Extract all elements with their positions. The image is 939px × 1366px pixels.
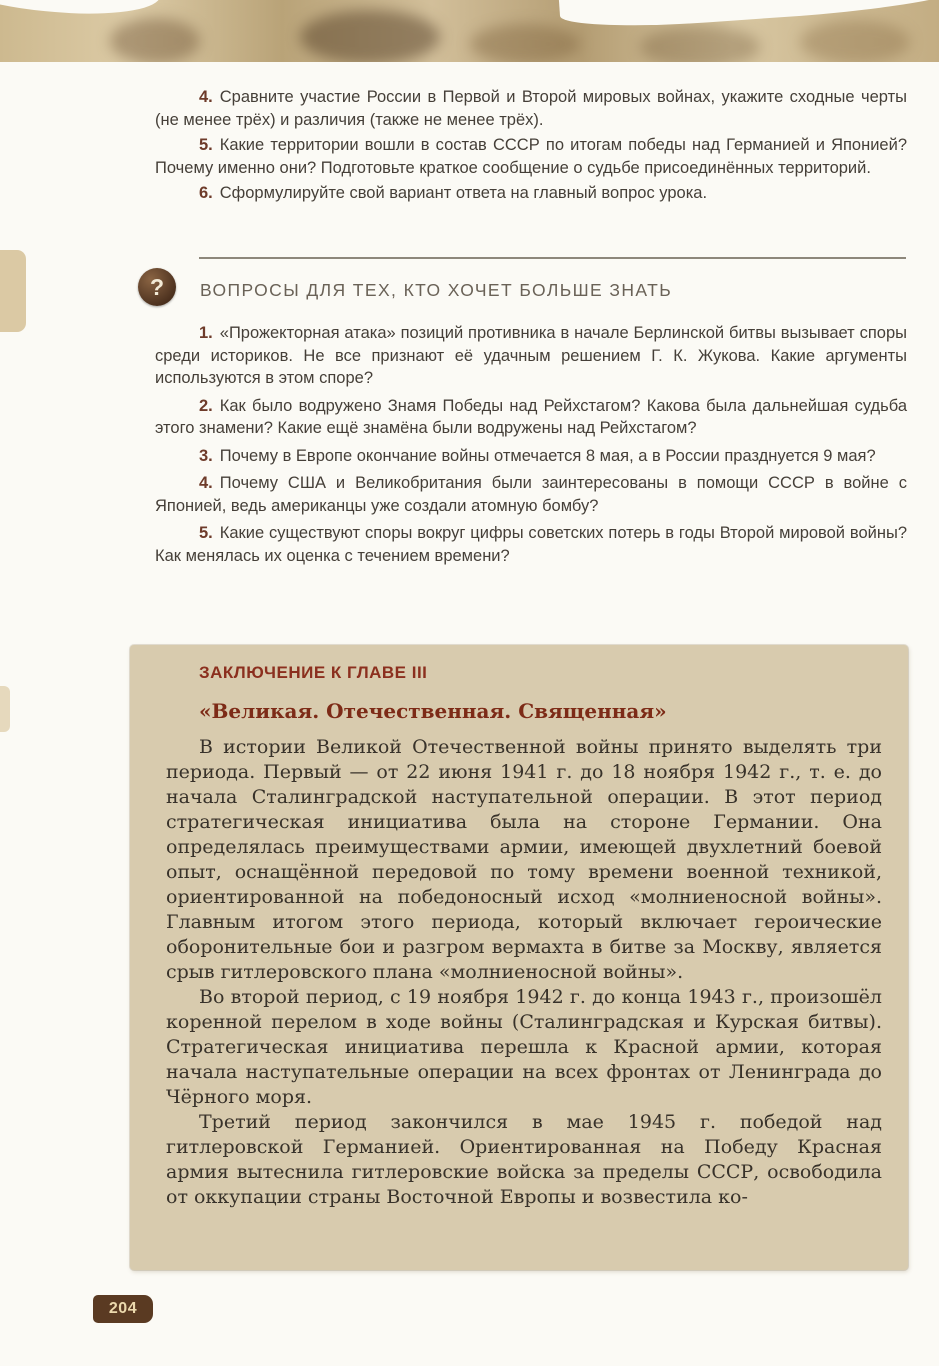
conclusion-heading: ЗАКЛЮЧЕНИЕ К ГЛАВЕ III — [199, 663, 428, 682]
item-text: Почему США и Великобритания были заинтересованы в помощи СССР в войне с Японией, ведь американцы уже создали атомную бомбу? — [155, 474, 907, 515]
section-title: ВОПРОСЫ ДЛЯ ТЕХ, КТО ХОЧЕТ БОЛЬШЕ ЗНАТЬ — [200, 280, 673, 300]
page-number: 204 — [108, 1300, 138, 1317]
scan-artifact — [0, 686, 10, 732]
question-item — [155, 395, 907, 440]
question-item — [155, 522, 907, 567]
page-number-badge — [93, 1295, 153, 1323]
artwork-figure — [110, 18, 200, 62]
question-list — [155, 322, 907, 572]
item-number: 1. — [199, 324, 213, 342]
conclusion-subheading: «Великая. Отечественная. Священная» — [199, 699, 667, 723]
artwork-figure — [470, 24, 580, 62]
exercise-list — [155, 86, 907, 208]
item-number: 3. — [199, 446, 213, 465]
question-glyph: ? — [149, 273, 165, 300]
artwork-figure — [300, 10, 440, 62]
item-text: Почему в Европе окончание войны отмечается 8 мая, а в России празднуется 9 мая? — [219, 446, 876, 465]
item-text: Сравните участие России в Первой и Второй мировых войнах, укажите сходные черты (не менее трёх) и различия (также не менее трёх). — [155, 88, 907, 129]
item-text: Сформулируйте свой вариант ответа на главный вопрос урока. — [219, 184, 708, 202]
header-artwork — [0, 0, 939, 62]
artwork-figure — [800, 20, 910, 62]
paper-tear — [0, 0, 161, 18]
item-text: «Прожекторная атака» позиций противника в начале Берлинской битвы вызывает споры среди историков. Не все признают её удачным решением Г. К. Жукова. Какие аргументы используются в этом споре? — [155, 324, 907, 387]
question-mark-icon — [138, 268, 176, 306]
section-divider — [199, 257, 906, 259]
item-number: 4. — [199, 474, 213, 492]
conclusion-panel — [130, 645, 908, 1270]
item-text: Какие территории вошли в состав СССР по итогам победы над Германией и Японией? Почему именно они? Подготовьте краткое сообщение о судьбе присоединённых территорий. — [155, 136, 907, 177]
item-number: 6. — [199, 184, 213, 202]
item-number: 4. — [199, 88, 213, 106]
item-text: Как было водружено Знамя Победы над Рейхстагом? Какова была дальнейшая судьба этого знамени? Какие ещё знамёна были водружены над Рейхстагом? — [155, 396, 907, 437]
item-text: Какие существуют споры вокруг цифры советских потерь в годы Второй мировой войны? Как менялась их оценка с течением времени? — [155, 524, 907, 565]
item-number: 5. — [199, 524, 213, 542]
exercise-item — [155, 86, 907, 131]
question-item — [155, 472, 907, 517]
item-number: 5. — [199, 136, 213, 154]
conclusion-paragraph: Во второй период, с 19 ноября 1942 г. до конца 1943 г., произошёл коренной перелом в ходе войны (Сталинградская и Курская битвы). Стратегическая инициатива перешла к Красной армии, которая начала наступательные операции на всех фронтах от Ленинграда до Чёрного моря. — [166, 986, 882, 1108]
exercise-item — [155, 134, 907, 179]
question-item — [155, 445, 907, 468]
question-item — [155, 322, 907, 390]
scan-artifact — [0, 250, 26, 332]
exercise-item — [155, 182, 907, 205]
conclusion-paragraph: Третий период закончился в мае 1945 г. победой над гитлеровской Германией. Ориентированная на Победу Красная армия вытеснила гитлеровские войска за пределы СССР, освободила от оккупации страны Восточной Европы и возвестила ко- — [166, 1111, 882, 1208]
conclusion-content — [130, 645, 908, 1210]
artwork-figure — [640, 26, 760, 62]
item-number: 2. — [199, 396, 213, 415]
conclusion-paragraph: В истории Великой Отечественной войны принято выделять три периода. Первый — от 22 июня 1941 г. до 18 ноября 1942 г., т. е. до начала Сталинградской наступательной операции. В этот период стратегическая инициатива была на стороне Германии. Она определялась преимуществами армии, имеющей двухлетний боевой опыт, оснащённой передовой по тому времени военной техникой, ориентированной на победоносный исход «молниеносной войны». Главным итогом этого периода, который включает героические оборонительные бои и разгром вермахта в битве за Москву, является срыв гитлеровского плана «молниеносной войны». — [166, 736, 882, 983]
